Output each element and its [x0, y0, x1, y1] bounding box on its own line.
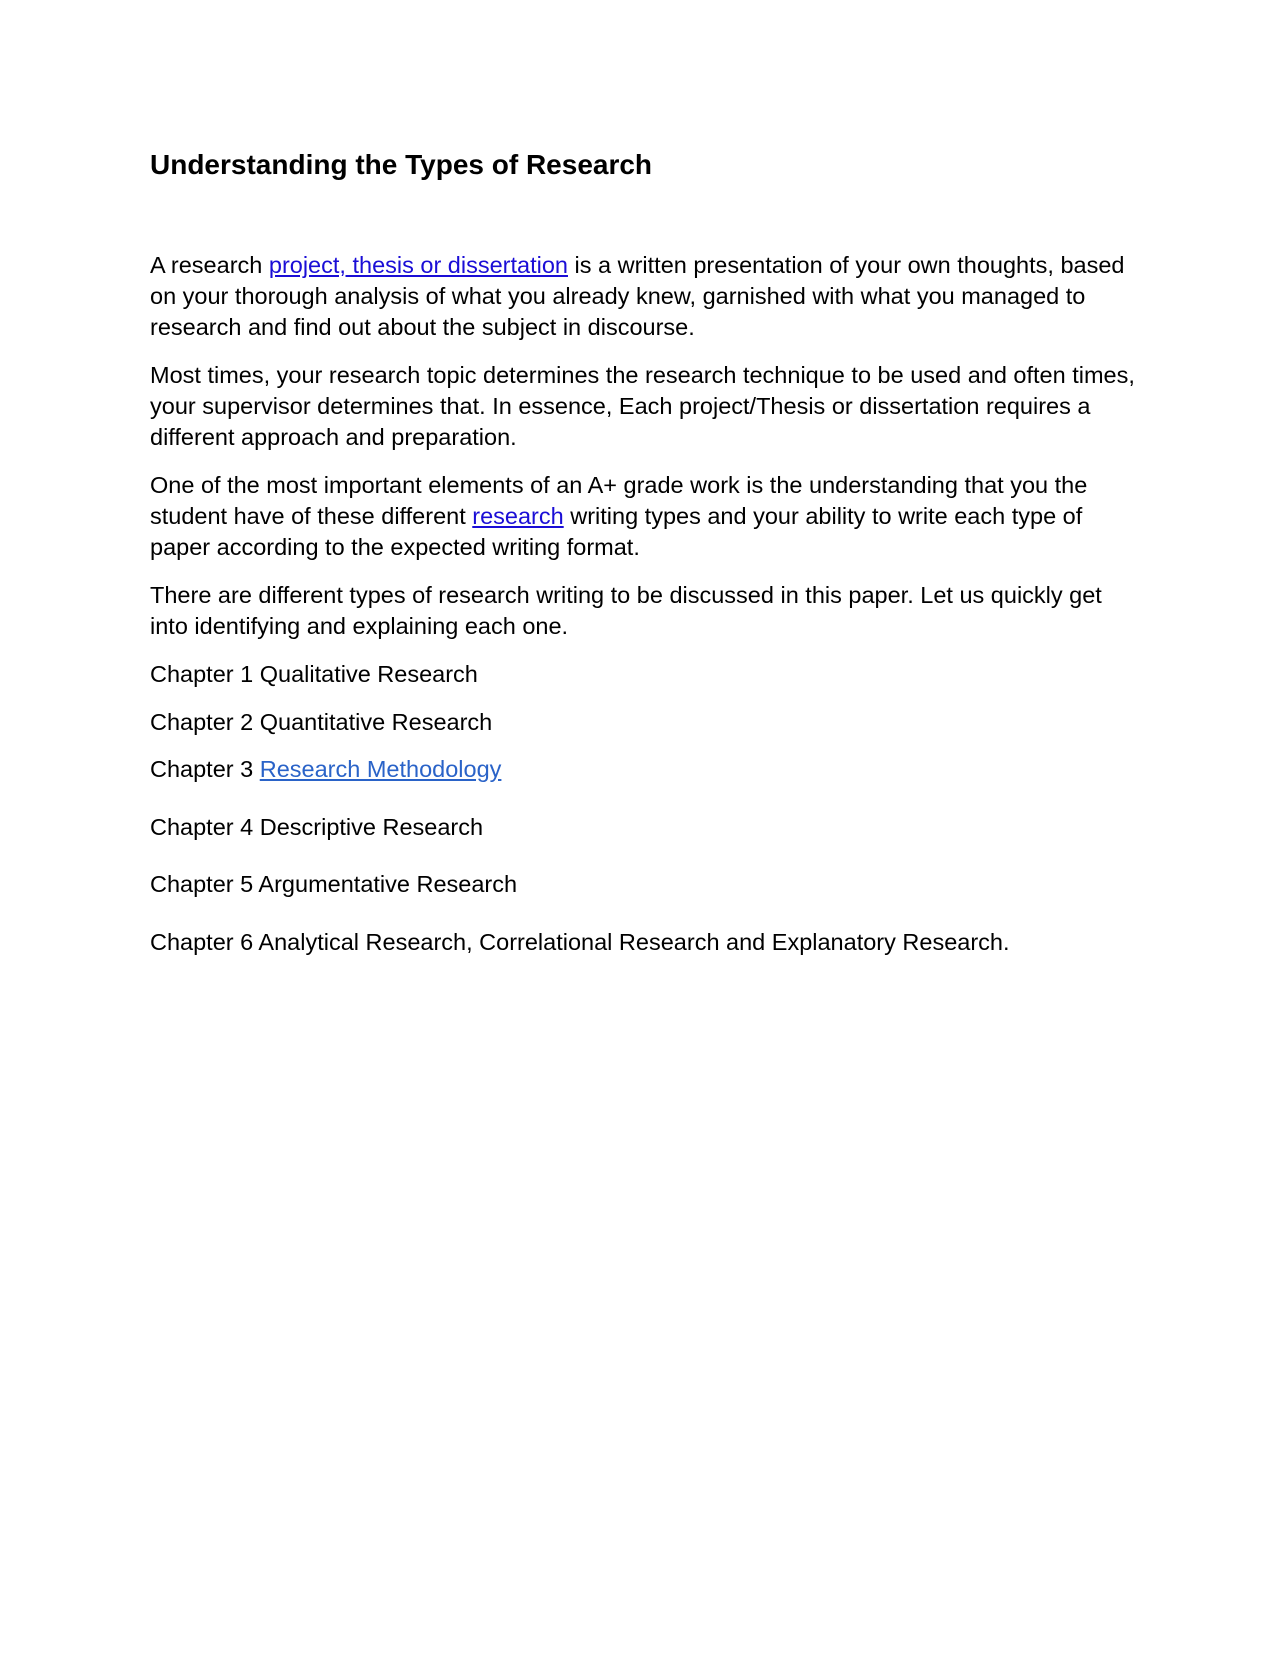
intro-text-after: is a written presentation of your own thoughts, based on your thorough analysis of what you already knew, garnished with what you managed to research and find out about the subject in discourse.	[150, 252, 1125, 340]
document-body	[150, 148, 1140, 958]
project-thesis-dissertation-link[interactable]: project, thesis or dissertation	[268, 252, 568, 278]
grade-text-before: One of the most important elements of an A+ grade work is the understanding that you the student have of these different	[150, 472, 1088, 529]
intro-text-before: A research	[150, 252, 269, 278]
types-paragraph: There are different types of research writing to be discussed in this paper. Let us quickly get into identifying and explaining each one.	[150, 582, 1102, 639]
chapter-6: Chapter 6 Analytical Research, Correlational Research and Explanatory Research.	[150, 929, 1010, 955]
chapter-1: Chapter 1 Qualitative Research	[150, 661, 478, 687]
chapter-3-prefix: Chapter 3	[150, 756, 260, 782]
research-link[interactable]: research	[472, 503, 564, 529]
grade-paragraph	[150, 470, 1140, 563]
chapter-5: Chapter 5 Argumentative Research	[150, 871, 518, 897]
chapter-3	[150, 754, 1140, 785]
chapter-list	[150, 659, 1140, 958]
grade-text-after: writing types and your ability to write each type of paper according to the expected writing format.	[150, 503, 1083, 560]
chapter-2: Chapter 2 Quantitative Research	[150, 709, 493, 735]
intro-paragraph	[150, 250, 1140, 343]
page-title: Understanding the Types of Research	[150, 149, 653, 180]
research-methodology-link[interactable]: Research Methodology	[259, 756, 502, 782]
technique-paragraph: Most times, your research topic determines the research technique to be used and often times, your supervisor determines that. In essence, Each project/Thesis or dissertation requires a different approach and preparation.	[150, 362, 1135, 450]
chapter-4: Chapter 4 Descriptive Research	[150, 814, 484, 840]
